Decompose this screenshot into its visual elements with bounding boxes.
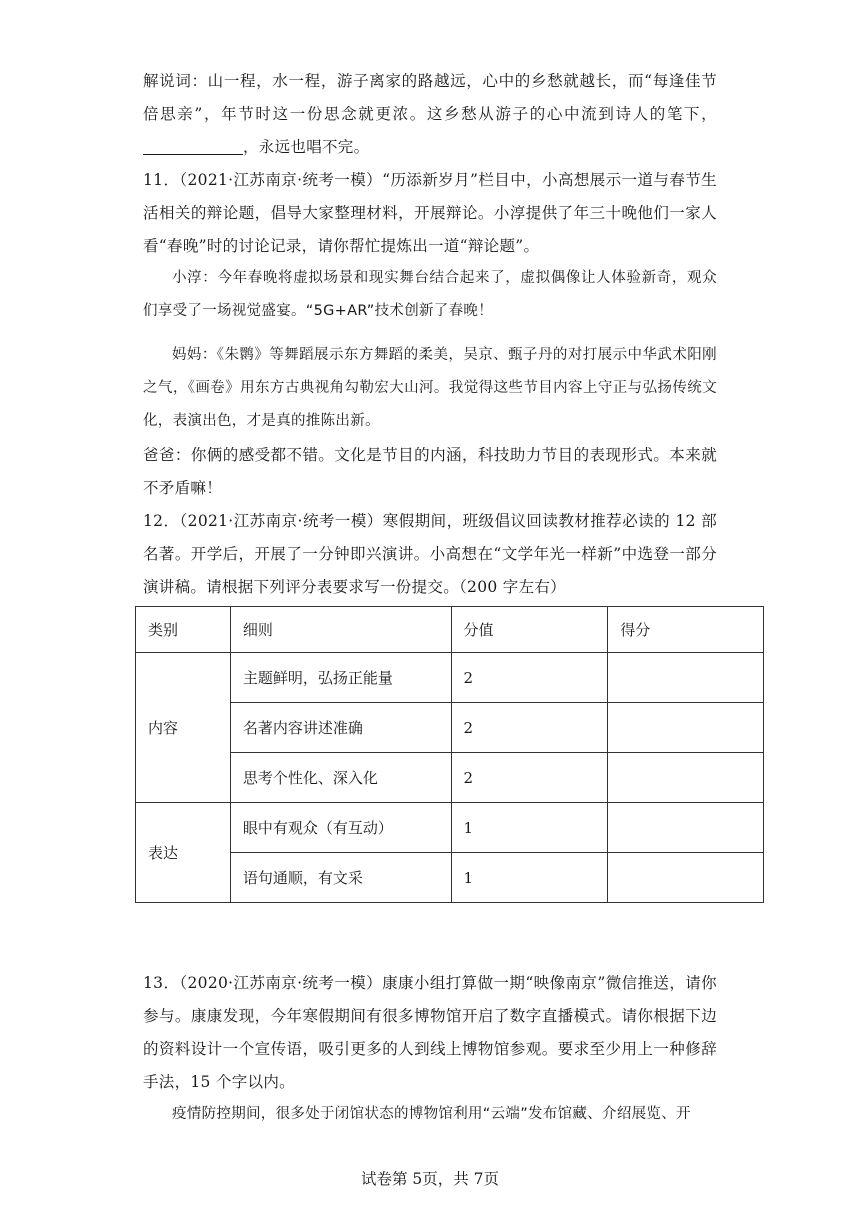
category-cell: 内容 [136,653,231,803]
detail-cell: 眼中有观众（有互动） [230,803,451,853]
header-cell: 细则 [230,607,451,653]
question-12-stem: 12．（2021·江苏南京·统考一模）寒假期间，班级倡议回读教材推荐必读的 12 部名著。开学后，开展了一分钟即兴演讲。小高想在“文学年光一样新”中选登一部分演讲稿。请根据下列评分表要求写一份提交。（200 字左右） [143,512,717,596]
score-cell: 2 [451,653,608,703]
page-footer: 试卷第 5页，共 7页 [360,1170,500,1188]
dialogue-xiaochun: 小淳：今年春晚将虚拟场景和现实舞台结合起来了，虚拟偶像让人体验新奇，观众们享受了一场视觉盛宴。“5G+AR”技术创新了春晚！ [143,270,717,319]
intro-text: 解说词：山一程，水一程，游子离家的路越远，心中的乡愁就越长，而“每逢佳节倍思亲”，年节时这一份思念就更浓。这乡愁从游子的心中流到诗人的笔下， [143,72,717,123]
intro-paragraph [143,65,717,164]
header-cell: 得分 [608,607,764,653]
detail-cell: 主题鲜明，弘扬正能量 [230,653,451,703]
question-11-stem: 11．（2021·江苏南京·统考一模）“历添新岁月”栏目中，小高想展示一道与春节生活相关的辩论题，倡导大家整理材料，开展辩论。小淳提供了年三十晚他们一家人看“春晚”时的讨论记录，请你帮忙提炼出一道“辩论题”。 [143,171,717,255]
got-cell[interactable] [608,703,764,753]
score-cell: 2 [451,753,608,803]
category-cell: 表达 [136,803,231,903]
score-cell: 1 [451,853,608,903]
header-cell: 类别 [136,607,231,653]
score-cell: 1 [451,803,608,853]
table-row [136,753,764,803]
table-row [136,653,764,703]
answer-blank[interactable] [143,139,243,156]
scoring-table [135,606,764,903]
header-cell: 分值 [451,607,608,653]
detail-cell: 思考个性化、深入化 [230,753,451,803]
got-cell[interactable] [608,753,764,803]
detail-cell: 名著内容讲述准确 [230,703,451,753]
got-cell[interactable] [608,653,764,703]
material-paragraph: 疫情防控期间，很多处于闭馆状态的博物馆利用“云端”发布馆藏、介绍展览、开 [172,1106,691,1122]
score-cell: 2 [451,703,608,753]
dialogue-mama: 妈妈：《朱鹮》等舞蹈展示东方舞蹈的柔美，吴京、甄子丹的对打展示中华武术阳刚之气，《画卷》用东方古典视角勾勒宏大山河。我觉得这些节目内容上守正与弘扬传统文化，表演出色，才是真的推陈出新。 [143,347,717,429]
question-13-stem: 13．（2020·江苏南京·统考一模）康康小组打算做一期“映像南京”微信推送，请你参与。康康发现，今年寒假期间有很多博物馆开启了数字直播模式。请你根据下边的资料设计一个宣传语，吸引更多的人到线上博物馆参观。要求至少用上一种修辞手法，15 个字以内。 [143,974,717,1091]
intro-tail: ，永远也唱不完。 [243,138,370,156]
table-row [136,803,764,853]
table-row [136,853,764,903]
detail-cell: 语句通顺，有文采 [230,853,451,903]
dialogue-baba: 爸爸：你俩的感受都不错。文化是节目的内涵，科技助力节目的表现形式。本来就不矛盾嘛！ [143,446,717,497]
got-cell[interactable] [608,803,764,853]
got-cell[interactable] [608,853,764,903]
table-row [136,703,764,753]
table-header-row [136,607,764,653]
